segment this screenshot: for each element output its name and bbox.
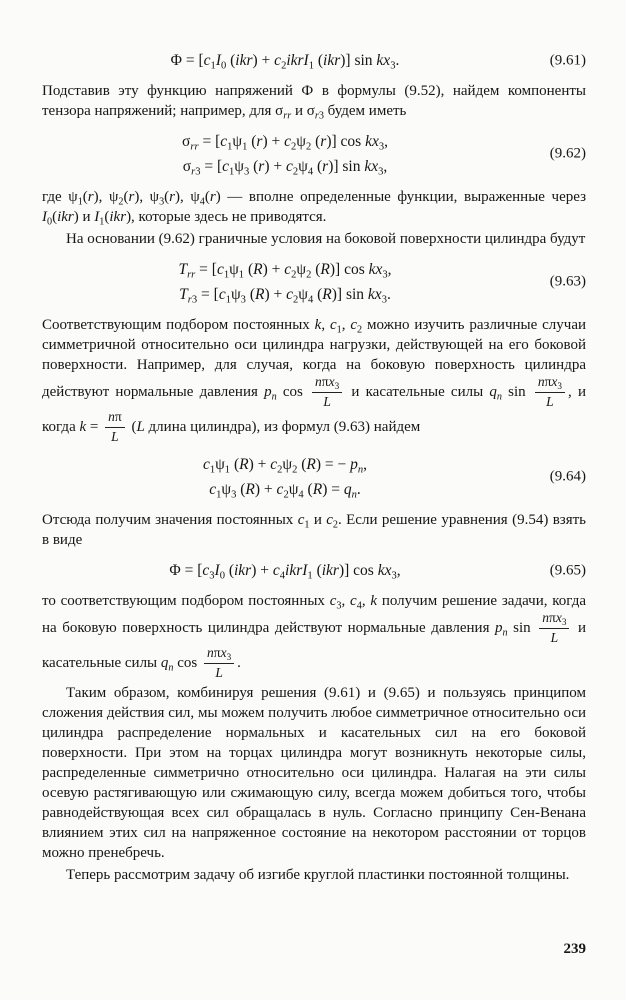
text-segment-2: и касательные силы $q_n$ cos <box>42 620 587 674</box>
equation-9-64-line1: $c_1\psi_1$ $(R) + c_2\psi_2$ (R) = − $p_n$, <box>202 456 368 476</box>
equation-9-65-formula: $\Phi = [c_3I_0$ $(ikr) + c_4ikrI_1$ (ikr)] $\cos kx_3$, <box>169 562 401 582</box>
paragraph-boundary-conditions-intro: На основании (9.62) граничные условия на боковой поверхности цилиндра будут <box>66 231 586 247</box>
text-segment-3: , и когда k = <box>42 383 586 435</box>
text-segment-2: и касательные силы $q_n$ sin <box>351 383 526 403</box>
paragraph-superposition: Таким образом, комбинируя решения (9.61) и (9.65) и пользуясь принципом сложения действия сил, мы можем получить любое симметричное относительно оси цилиндра распределение нормальных и касательных сил на его боковой поверхности. При этом на торцах цилиндра могут возникнуть некоторые силы, распределенные симметрично относительно оси цилиндра. Налагая на эти силы осевую растягивающую или сжимающую силу, всегда можем добиться того, чтобы равнодействующая всех сил обращалась в нуль. Согласно принципу Сен-Венана влиянием этих сил на напряженное состояние на некотором расстоянии от торцов можно пренебречь. <box>42 684 586 861</box>
text-segment-3: . <box>237 654 241 671</box>
fraction-denominator: L <box>323 393 331 409</box>
fraction-numerator: nπx$_3$ <box>535 375 565 393</box>
paragraph-constants-selection <box>42 315 586 444</box>
fraction-numerator: nπx$_3$ <box>539 611 569 629</box>
fraction-numerator: nπx$_3$ <box>204 646 234 664</box>
paragraph-substitute-stress-function: Подставив эту функцию напряжений Ф в формулы (9.52), найдем компоненты тензора напряжений; например, для $\sigma_{rr}$ и $\sigma_{r3}$ будем иметь <box>42 83 586 122</box>
fraction-denominator: L <box>111 428 119 444</box>
equation-9-62-number: (9.62) <box>549 145 586 162</box>
fraction-npix3-over-L-3 <box>539 611 569 646</box>
fraction-npi-over-L <box>105 410 125 445</box>
equation-9-64 <box>42 452 586 502</box>
equation-9-62 <box>42 129 586 179</box>
paragraph-second-solution <box>42 591 586 680</box>
fraction-npix3-over-L-1 <box>312 375 342 410</box>
paragraph-bending-intro: Теперь рассмотрим задачу об изгибе круглой пластинки постоянной толщины. <box>66 866 570 883</box>
fraction-npix3-over-L-2 <box>535 375 565 410</box>
equation-9-63-line2: $T_{r3} = [c_1\psi_3$ $(R) + c_2\psi_4$ (R)] $\sin kx_3$. <box>179 286 391 306</box>
fraction-denominator: L <box>546 393 554 409</box>
equation-9-63 <box>42 257 586 307</box>
text-segment-1: Соответствующим подбором постоянных k, $c_1$, $c_2$ можно изучить различные случаи симметричной относительно оси цилиндра нагрузки, действующей на его боковой поверхности. Например, для случая, когда на боковую поверхность цилиндра действуют нормальные давления $p_n$ cos <box>42 317 587 403</box>
fraction-denominator: L <box>550 630 559 646</box>
equation-9-63-number: (9.63) <box>549 273 586 290</box>
equation-9-64-number: (9.64) <box>549 468 586 485</box>
equation-9-62-line1: $\sigma_{rr} = [c_1\psi_1$ $(r) + c_2\psi_2$ (r)] $\cos kx_3$, <box>182 133 388 153</box>
fraction-numerator: nπ <box>105 410 125 428</box>
equation-9-63-line1: $T_{rr} = [c_1\psi_1$ $(R) + c_2\psi_2$ (R)] $\cos kx_3$, <box>178 261 392 281</box>
equation-9-61-number: (9.61) <box>549 52 586 68</box>
equation-9-61-formula: $\Phi = [c_1I_0$ $(ikr) + c_2ikrI_1$ (ikr)] $\sin kx_3$. <box>170 52 400 72</box>
equation-9-65 <box>42 558 586 583</box>
page-number: 239 <box>563 941 586 957</box>
equation-9-64-line2: $c_1\psi_3$ $(R) + c_2\psi_4$ $(R) = q_n$. <box>209 481 361 501</box>
paragraph-psi-functions: где $\psi_1(r)$, $\psi_2(r)$, $\psi_3(r)$, $\psi_4(r)$ — вполне определенные функции, выраженные через $I_0(ikr)$ и $I_1(ikr)$, которые здесь не приводятся. <box>42 189 587 228</box>
text-segment-1: то соответствующим подбором постоянных $c_3$, $c_4$, k получим решение задачи, когда на боковую поверхность цилиндра действуют нормальные давления $p_n$ sin <box>42 593 586 639</box>
equation-9-65-number: (9.65) <box>549 562 586 579</box>
equation-9-61 <box>42 48 586 73</box>
paragraph-constants-values: Отсюда получим значения постоянных $c_1$ и $c_2$. Если решение уравнения (9.54) взять в виде <box>42 512 586 549</box>
fraction-denominator: L <box>215 664 223 680</box>
equation-9-62-line2: $\sigma_{r3} = [c_1\psi_3$ $(r) + c_2\psi_4$ (r)] $\sin kx_3$, <box>182 158 388 178</box>
text-segment-4: (L длина цилиндра), из формул (9.63) найдем <box>131 418 421 435</box>
fraction-numerator: nπx$_3$ <box>312 375 342 393</box>
fraction-npix3-over-L-4 <box>204 646 234 681</box>
